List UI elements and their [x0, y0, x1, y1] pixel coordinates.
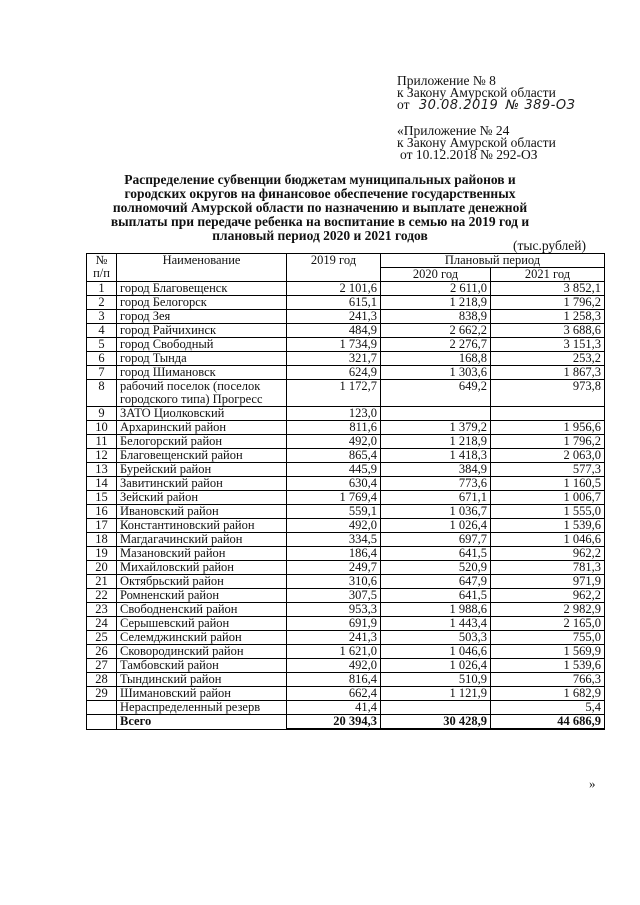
total-value-2020: 30 428,9 [381, 715, 491, 730]
row-value-2020: 2 611,0 [381, 282, 491, 296]
row-value-2020: 1 036,7 [381, 505, 491, 519]
row-value-2020: 1 046,6 [381, 645, 491, 659]
row-number: 27 [87, 659, 117, 673]
row-number: 19 [87, 547, 117, 561]
col-header-number-line2: п/п [93, 266, 110, 280]
table-row [87, 645, 605, 659]
row-value-2020: 671,1 [381, 491, 491, 505]
col-header-number [87, 254, 117, 282]
row-value-2019: 615,1 [287, 296, 381, 310]
row-value-2021: 1 539,6 [491, 519, 605, 533]
row-value-2021: 253,2 [491, 352, 605, 366]
row-value-2020: 1 379,2 [381, 421, 491, 435]
row-value-2019: 2 101,6 [287, 282, 381, 296]
col-header-name: Наименование [117, 254, 287, 282]
table-row [87, 352, 605, 366]
row-value-2021: 755,0 [491, 631, 605, 645]
row-value-2019: 186,4 [287, 547, 381, 561]
row-value-2019: 630,4 [287, 477, 381, 491]
row-value-2021: 2 165,0 [491, 617, 605, 631]
table-row [87, 505, 605, 519]
table-row [87, 673, 605, 687]
table-row [87, 310, 605, 324]
row-value-2019: 816,4 [287, 673, 381, 687]
table-row [87, 407, 605, 421]
row-value-2019: 624,9 [287, 366, 381, 380]
total-row [87, 715, 605, 730]
row-name: Тамбовский район [117, 659, 287, 673]
row-value-2019: 691,9 [287, 617, 381, 631]
row-name: ЗАТО Циолковский [117, 407, 287, 421]
row-value-2021: 1 006,7 [491, 491, 605, 505]
appendix-line-2: к Закону Амурской области [397, 85, 556, 100]
subvention-table [86, 253, 605, 730]
row-value-2019: 307,5 [287, 589, 381, 603]
table-row [87, 296, 605, 310]
row-number: 2 [87, 296, 117, 310]
row-value-2020: 1 218,9 [381, 435, 491, 449]
table-row [87, 687, 605, 701]
row-value-2020: 641,5 [381, 589, 491, 603]
table-row [87, 366, 605, 380]
row-number: 12 [87, 449, 117, 463]
row-name: Завитинский район [117, 477, 287, 491]
row-value-2021: 2 063,0 [491, 449, 605, 463]
row-value-2020: 503,3 [381, 631, 491, 645]
prev-appendix-line-2: к Закону Амурской области [397, 135, 556, 150]
row-name: Селемджинский район [117, 631, 287, 645]
row-name: город Зея [117, 310, 287, 324]
row-value-2021: 2 982,9 [491, 603, 605, 617]
row-number: 23 [87, 603, 117, 617]
appendix-line-3 [397, 98, 575, 113]
table-row [87, 617, 605, 631]
row-value-2019: 492,0 [287, 435, 381, 449]
table-row [87, 533, 605, 547]
appendix-date-prefix: от [397, 97, 410, 112]
row-value-2020: 697,7 [381, 533, 491, 547]
row-value-2019: 445,9 [287, 463, 381, 477]
row-value-2021: 962,2 [491, 589, 605, 603]
row-value-2019: 1 172,7 [287, 380, 381, 407]
row-value-2021: 5,4 [491, 701, 605, 715]
row-value-2019: 1 769,4 [287, 491, 381, 505]
table-body [87, 282, 605, 730]
table-row [87, 324, 605, 338]
total-value-2019: 20 394,3 [287, 715, 381, 730]
row-value-2019: 484,9 [287, 324, 381, 338]
row-name: Константиновский район [117, 519, 287, 533]
table-row [87, 477, 605, 491]
row-value-2020: 1 303,6 [381, 366, 491, 380]
row-number: 17 [87, 519, 117, 533]
row-name: Благовещенский район [117, 449, 287, 463]
row-name: Сковородинский район [117, 645, 287, 659]
row-value-2021: 1 569,9 [491, 645, 605, 659]
total-row-number [87, 715, 117, 730]
row-value-2020: 647,9 [381, 575, 491, 589]
table-row [87, 421, 605, 435]
row-value-2019: 1 621,0 [287, 645, 381, 659]
row-value-2020: 1 443,4 [381, 617, 491, 631]
row-number: 21 [87, 575, 117, 589]
row-value-2019: 865,4 [287, 449, 381, 463]
row-number: 7 [87, 366, 117, 380]
row-number [87, 701, 117, 715]
table-row [87, 463, 605, 477]
row-number: 16 [87, 505, 117, 519]
row-value-2021: 1 956,6 [491, 421, 605, 435]
row-value-2020: 384,9 [381, 463, 491, 477]
handwritten-number: № 389-ОЗ [505, 98, 576, 113]
row-number: 1 [87, 282, 117, 296]
row-value-2020 [381, 701, 491, 715]
row-name: Свободненский район [117, 603, 287, 617]
row-number: 4 [87, 324, 117, 338]
handwritten-date: 30.08.2019 [418, 98, 499, 113]
table-row [87, 449, 605, 463]
row-number: 22 [87, 589, 117, 603]
row-name: город Благовещенск [117, 282, 287, 296]
closing-quote-mark: » [589, 776, 596, 791]
units-label: (тыс.рублей) [513, 238, 586, 253]
row-value-2019: 321,7 [287, 352, 381, 366]
col-header-2019: 2019 год [287, 254, 381, 282]
row-value-2021: 3 852,1 [491, 282, 605, 296]
row-name: Шимановский район [117, 687, 287, 701]
row-value-2020: 649,2 [381, 380, 491, 407]
prev-appendix-line-3: от 10.12.2018 № 292-ОЗ [400, 147, 538, 162]
row-value-2019: 492,0 [287, 659, 381, 673]
row-value-2020: 510,9 [381, 673, 491, 687]
row-value-2019: 241,3 [287, 310, 381, 324]
col-header-2020: 2020 год [381, 268, 491, 282]
row-value-2019: 1 734,9 [287, 338, 381, 352]
row-name: Тындинский район [117, 673, 287, 687]
col-header-2021: 2021 год [491, 268, 605, 282]
row-value-2021 [491, 407, 605, 421]
table-row [87, 659, 605, 673]
row-number: 14 [87, 477, 117, 491]
row-value-2019: 334,5 [287, 533, 381, 547]
row-value-2020: 1 026,4 [381, 659, 491, 673]
row-number: 20 [87, 561, 117, 575]
row-value-2019: 559,1 [287, 505, 381, 519]
row-value-2019: 662,4 [287, 687, 381, 701]
row-name: Михайловский район [117, 561, 287, 575]
row-value-2020: 1 026,4 [381, 519, 491, 533]
table-row [87, 435, 605, 449]
table-row [87, 380, 605, 407]
row-number: 8 [87, 380, 117, 407]
row-value-2020: 1 418,3 [381, 449, 491, 463]
row-value-2021: 1 867,3 [491, 366, 605, 380]
table-row [87, 282, 605, 296]
row-value-2021: 1 796,2 [491, 296, 605, 310]
row-value-2021: 1 796,2 [491, 435, 605, 449]
table-row [87, 491, 605, 505]
row-name: Серышевский район [117, 617, 287, 631]
row-number: 13 [87, 463, 117, 477]
row-name: Архаринский район [117, 421, 287, 435]
row-value-2021: 766,3 [491, 673, 605, 687]
total-label: Всего [117, 715, 287, 730]
document-title: Распределение субвенции бюджетам муниципальных районов и городских округов на финансовое обеспечение государственных полномочий Амурской области по назначению и выплате денежной выплаты при передаче ребенка на воспитание в семью на 2019 год и плановый период 2020 и 2021 годов [110, 172, 530, 243]
row-number: 25 [87, 631, 117, 645]
row-number: 10 [87, 421, 117, 435]
row-number: 5 [87, 338, 117, 352]
row-name: рабочий поселок (поселок городского типа) Прогресс [117, 380, 287, 407]
row-name: Белогорский район [117, 435, 287, 449]
row-name: Бурейский район [117, 463, 287, 477]
row-name: Октябрьский район [117, 575, 287, 589]
row-number: 11 [87, 435, 117, 449]
row-value-2020: 1 121,9 [381, 687, 491, 701]
row-number: 29 [87, 687, 117, 701]
row-value-2020: 641,5 [381, 547, 491, 561]
row-value-2020: 838,9 [381, 310, 491, 324]
col-header-number-line1: № [95, 253, 108, 267]
row-name: Ромненский район [117, 589, 287, 603]
row-value-2021: 781,3 [491, 561, 605, 575]
table-row [87, 589, 605, 603]
row-value-2019: 249,7 [287, 561, 381, 575]
row-number: 26 [87, 645, 117, 659]
row-value-2021: 1 682,9 [491, 687, 605, 701]
row-value-2019: 953,3 [287, 603, 381, 617]
row-number: 6 [87, 352, 117, 366]
row-name: город Райчихинск [117, 324, 287, 338]
row-number: 9 [87, 407, 117, 421]
row-value-2020 [381, 407, 491, 421]
row-name: Мазановский район [117, 547, 287, 561]
row-name: Ивановский район [117, 505, 287, 519]
table-row [87, 701, 605, 715]
table-header-row [87, 254, 605, 268]
row-value-2021: 1 539,6 [491, 659, 605, 673]
row-value-2019: 811,6 [287, 421, 381, 435]
row-value-2019: 123,0 [287, 407, 381, 421]
table-row [87, 547, 605, 561]
row-name: Зейский район [117, 491, 287, 505]
row-name: Нераспределенный резерв [117, 701, 287, 715]
row-name: город Шимановск [117, 366, 287, 380]
row-value-2021: 1 258,3 [491, 310, 605, 324]
row-value-2021: 971,9 [491, 575, 605, 589]
row-value-2020: 520,9 [381, 561, 491, 575]
prev-appendix-line-1: «Приложение № 24 [397, 123, 510, 138]
row-name: город Белогорск [117, 296, 287, 310]
table-row [87, 561, 605, 575]
total-value-2021: 44 686,9 [491, 715, 605, 730]
row-value-2021: 1 046,6 [491, 533, 605, 547]
row-value-2021: 3 688,6 [491, 324, 605, 338]
row-value-2020: 2 662,2 [381, 324, 491, 338]
row-number: 28 [87, 673, 117, 687]
row-value-2021: 1 160,5 [491, 477, 605, 491]
row-value-2019: 241,3 [287, 631, 381, 645]
row-value-2021: 3 151,3 [491, 338, 605, 352]
row-value-2020: 168,8 [381, 352, 491, 366]
row-number: 3 [87, 310, 117, 324]
row-value-2019: 41,4 [287, 701, 381, 715]
row-value-2021: 577,3 [491, 463, 605, 477]
row-value-2020: 2 276,7 [381, 338, 491, 352]
row-value-2020: 1 988,6 [381, 603, 491, 617]
row-value-2020: 1 218,9 [381, 296, 491, 310]
table-row [87, 519, 605, 533]
table-row [87, 575, 605, 589]
table-row [87, 603, 605, 617]
table-row [87, 631, 605, 645]
row-value-2019: 310,6 [287, 575, 381, 589]
row-value-2019: 492,0 [287, 519, 381, 533]
row-number: 24 [87, 617, 117, 631]
table-row [87, 338, 605, 352]
col-header-plan-period: Плановый период [381, 254, 605, 268]
row-name: город Свободный [117, 338, 287, 352]
row-name: Магдагачинский район [117, 533, 287, 547]
row-value-2021: 1 555,0 [491, 505, 605, 519]
row-name: город Тында [117, 352, 287, 366]
row-number: 18 [87, 533, 117, 547]
row-number: 15 [87, 491, 117, 505]
row-value-2021: 962,2 [491, 547, 605, 561]
row-value-2021: 973,8 [491, 380, 605, 407]
appendix-line-1: Приложение № 8 [397, 73, 496, 88]
row-value-2020: 773,6 [381, 477, 491, 491]
